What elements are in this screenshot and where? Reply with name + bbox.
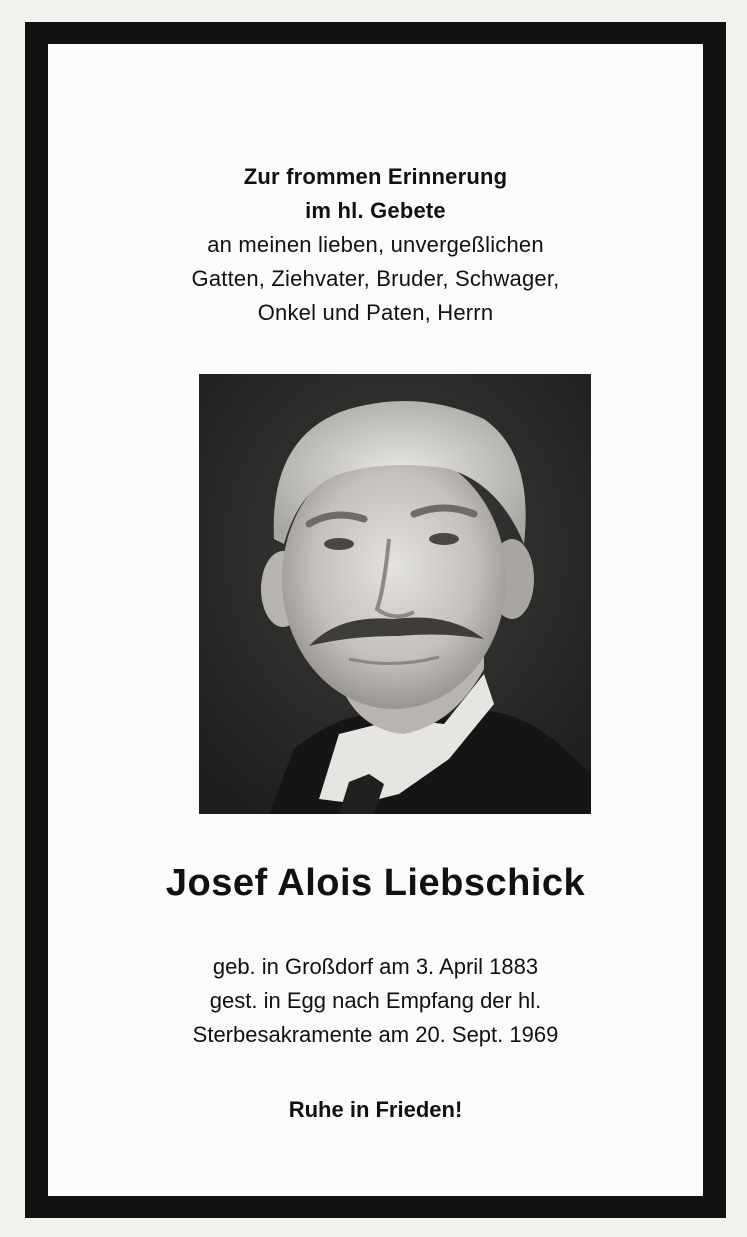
intro-line-2: im hl. Gebete [305, 198, 446, 223]
memorial-card [48, 44, 703, 1196]
intro-text [48, 160, 703, 330]
closing-text: Ruhe in Frieden! [288, 1097, 463, 1122]
intro-line-3: an meinen lieben, unvergeßlichen [207, 232, 544, 257]
death-line-2: Sterbesakramente am 20. Sept. 1969 [192, 1022, 559, 1047]
life-dates [48, 950, 703, 1052]
birth-line: geb. in Großdorf am 3. April 1883 [212, 954, 539, 979]
intro-line-1: Zur frommen Erinnerung [243, 164, 508, 189]
memorial-card-border [25, 22, 726, 1218]
intro-line-5: Onkel und Paten, Herrn [257, 300, 494, 325]
intro-line-4: Gatten, Ziehvater, Bruder, Schwager, [191, 266, 560, 291]
death-line-1: gest. in Egg nach Empfang der hl. [209, 988, 542, 1013]
portrait-photo-icon [199, 374, 591, 814]
deceased-name: Josef Alois Liebschick [165, 862, 586, 904]
